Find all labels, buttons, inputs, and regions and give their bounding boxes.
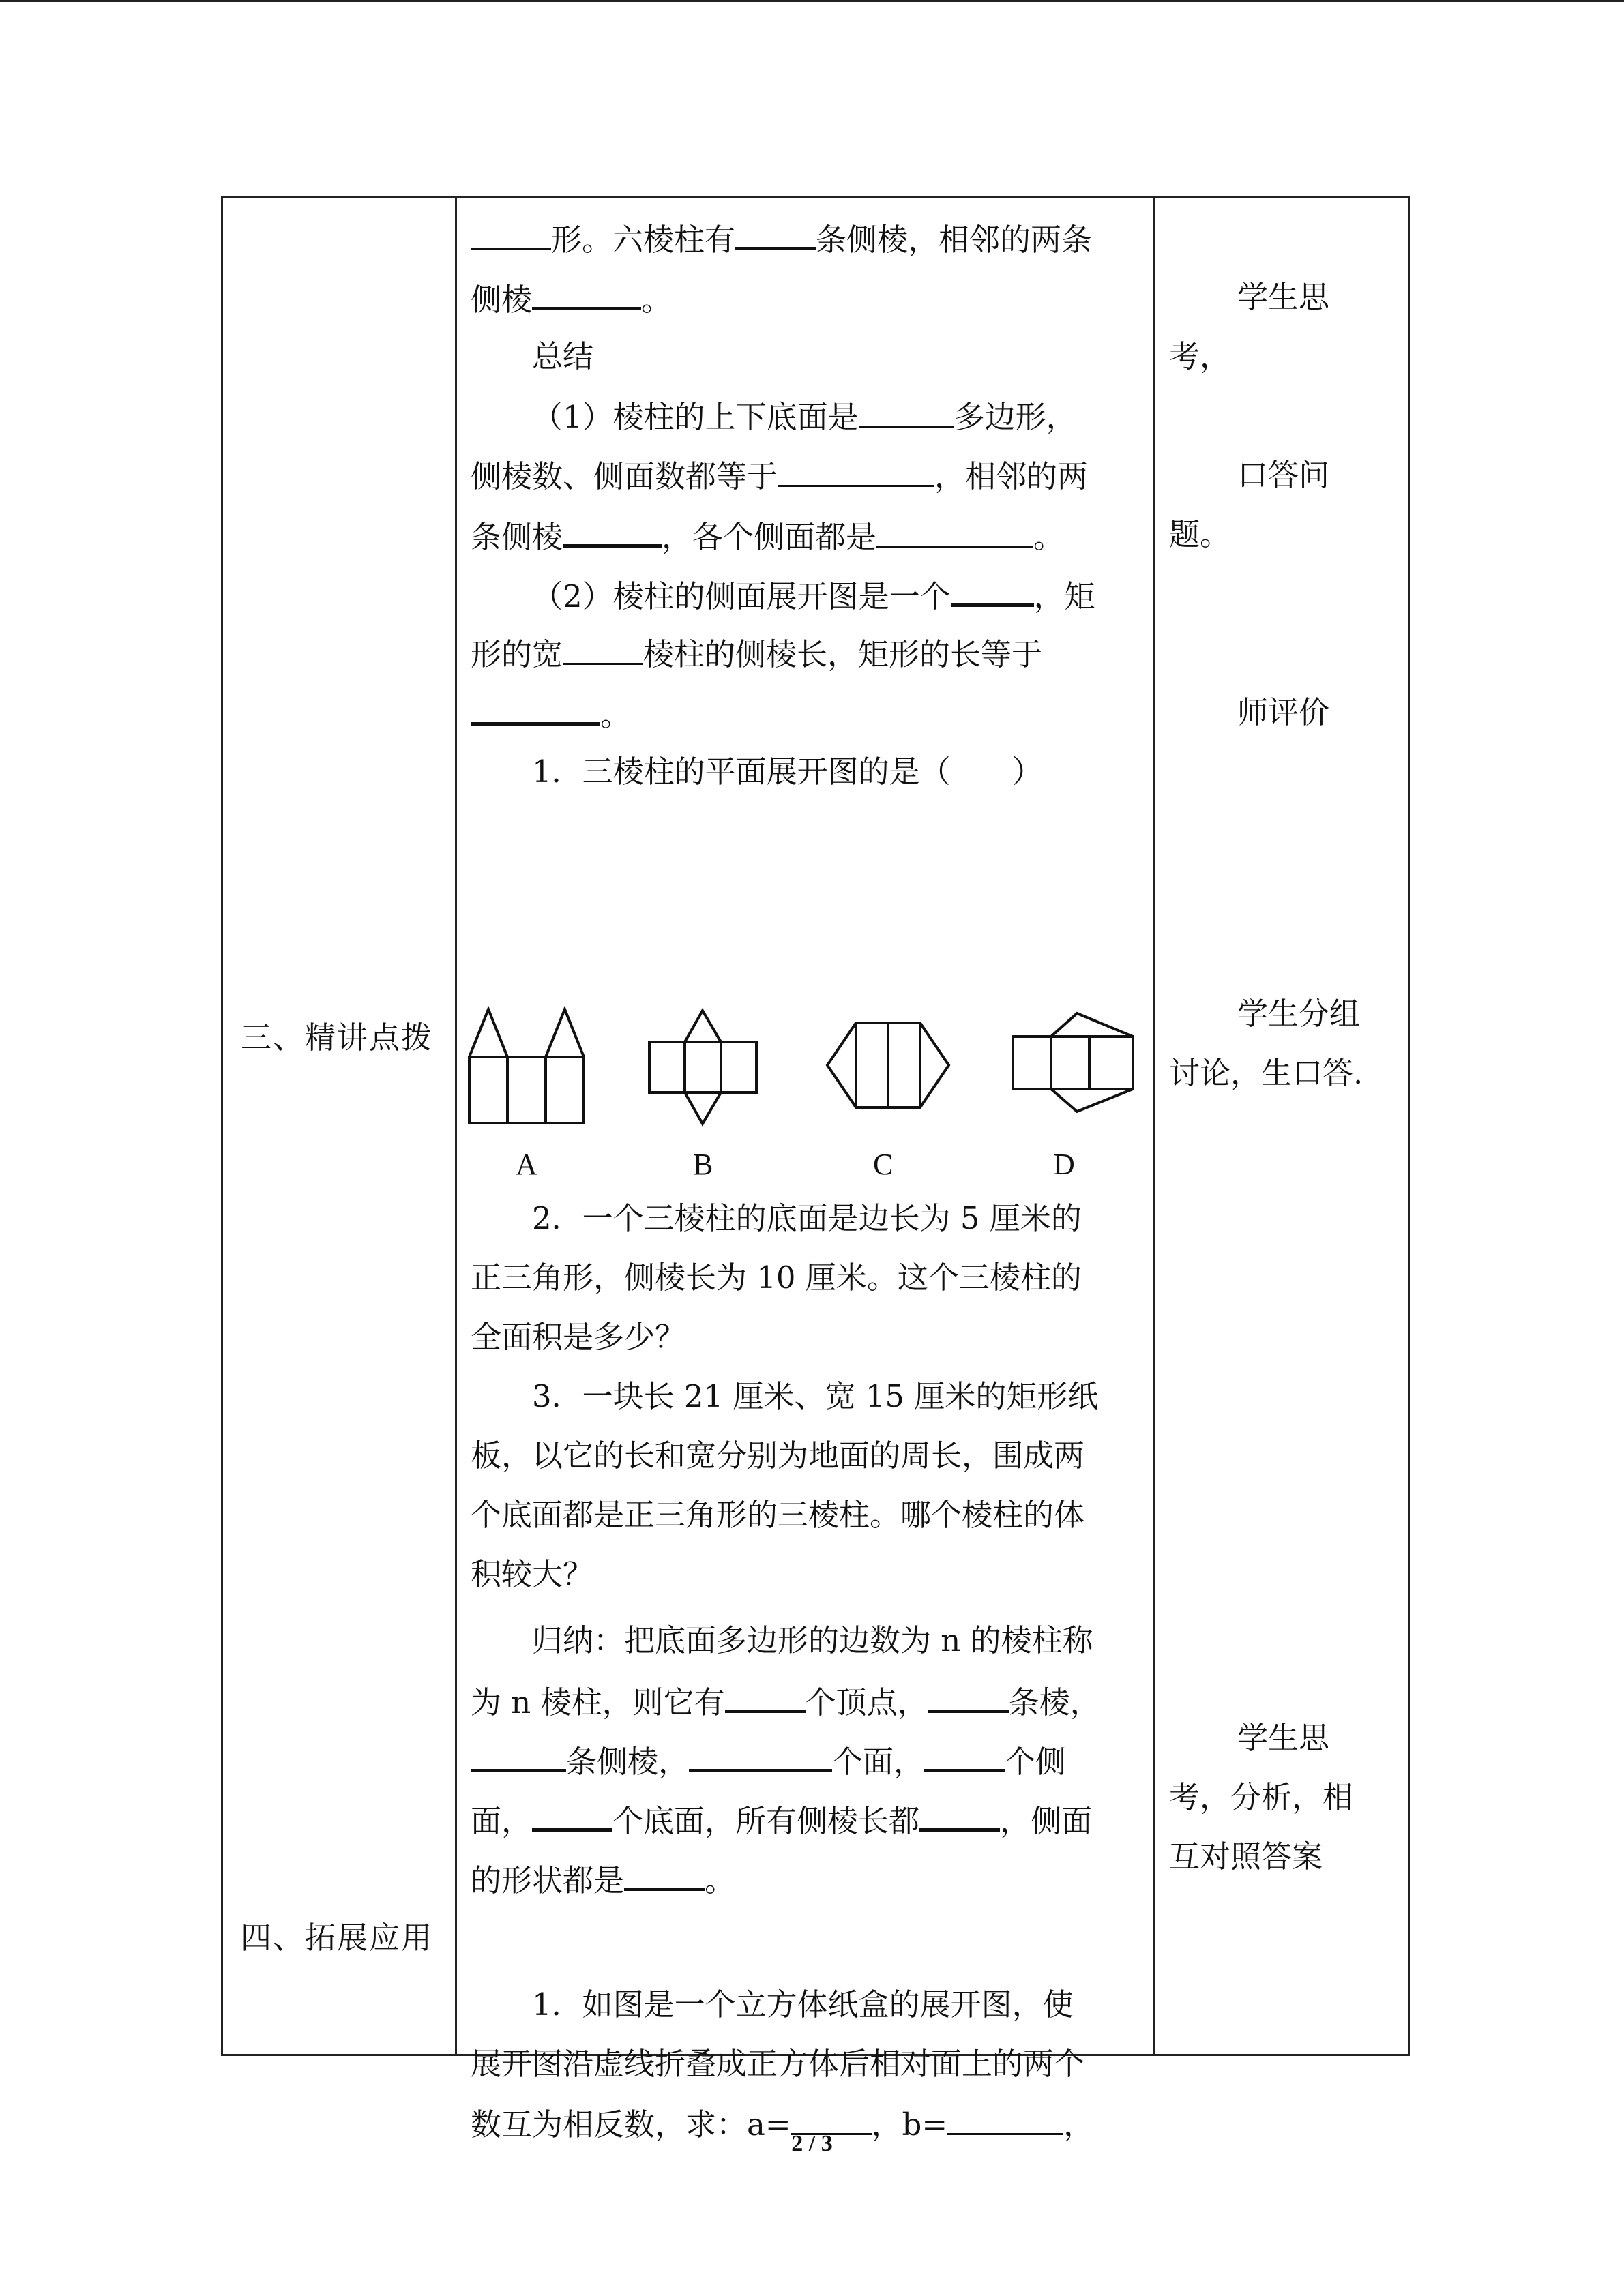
text-line: （2）棱柱的侧面展开图是一个 ，矩 bbox=[532, 573, 1095, 617]
activity-text: 学生分组 bbox=[1237, 996, 1361, 1032]
question-3-line: 3．一块长 21 厘米、宽 15 厘米的矩形纸 bbox=[532, 1378, 1099, 1414]
text-line: 形的宽 棱柱的侧棱长，矩形的长等于 bbox=[471, 633, 1042, 675]
text-line: 侧棱 。 bbox=[471, 277, 672, 320]
net-option-a-drawing bbox=[465, 1002, 588, 1132]
question-1: 1．三棱柱的平面展开图的是（ ） bbox=[532, 754, 1043, 790]
activity-text: 讨论，生口答. bbox=[1169, 1055, 1363, 1091]
net-options-figure bbox=[465, 1002, 1147, 1187]
text-line: 条侧棱 ，各个侧面都是 。 bbox=[471, 514, 1064, 558]
activity-text: 口答问 bbox=[1237, 457, 1330, 493]
fill-blank bbox=[919, 1798, 1000, 1832]
stage-refine-label: 三、精讲点拨 bbox=[241, 1019, 434, 1056]
fill-blank bbox=[689, 1739, 832, 1772]
fill-blank bbox=[563, 514, 662, 548]
conclusion-line: 面， 个底面，所有侧棱长都 ，侧面 bbox=[471, 1798, 1092, 1842]
fill-blank bbox=[947, 2103, 1063, 2135]
fill-blank bbox=[735, 217, 816, 250]
fill-blank bbox=[532, 277, 641, 310]
summary-heading: 总结 bbox=[532, 338, 594, 374]
activity-column bbox=[1155, 197, 1409, 2055]
question-3-line: 个底面都是正三角形的三棱柱。哪个棱柱的体 bbox=[471, 1497, 1085, 1533]
fill-blank bbox=[471, 218, 551, 250]
option-b-label: B bbox=[693, 1148, 713, 1181]
activity-text: 互对照答案 bbox=[1169, 1838, 1323, 1875]
question-2-line: 2．一个三棱柱的底面是边长为 5 厘米的 bbox=[532, 1200, 1082, 1236]
conclusion-line: 为 n 棱柱，则它有 个顶点， 条棱， bbox=[471, 1680, 1101, 1723]
fill-blank bbox=[624, 1858, 705, 1891]
question-2-line: 全面积是多少？ bbox=[471, 1319, 686, 1355]
conclusion-line: 归纳：把底面多边形的边数为 n 的棱柱称 bbox=[532, 1622, 1093, 1658]
fill-blank bbox=[859, 396, 954, 428]
option-d-label: D bbox=[1053, 1148, 1075, 1181]
question-3-line: 板，以它的长和宽分别为地面的周长，围成两 bbox=[471, 1437, 1085, 1474]
stage-column bbox=[222, 197, 456, 2055]
fill-blank bbox=[928, 1680, 1009, 1713]
activity-text: 学生思 bbox=[1237, 1720, 1330, 1756]
fill-blank bbox=[471, 1739, 566, 1772]
fill-blank bbox=[791, 2103, 872, 2135]
fill-blank bbox=[471, 692, 600, 726]
text-line: 侧棱数、侧面数都等于 ，相邻的两 bbox=[471, 455, 1088, 497]
net-option-c-drawing bbox=[823, 1002, 953, 1132]
text-line: （1）棱柱的上下底面是 多边形， bbox=[532, 396, 1077, 438]
fill-blank bbox=[532, 1798, 612, 1832]
activity-text: 师评价 bbox=[1237, 694, 1330, 730]
option-c-label: C bbox=[873, 1148, 894, 1181]
lesson-plan-table bbox=[221, 196, 1410, 2143]
fill-blank bbox=[951, 573, 1034, 607]
top-border-line bbox=[0, 0, 1624, 2]
question-2-line: 正三角形，侧棱长为 10 厘米。这个三棱柱的 bbox=[471, 1259, 1082, 1296]
extension-question-line: 1．如图是一个立方体纸盒的展开图，使 bbox=[532, 1986, 1074, 2023]
fill-blank bbox=[725, 1680, 806, 1713]
activity-text: 题。 bbox=[1169, 516, 1231, 552]
text-line: 。 bbox=[471, 692, 631, 736]
net-option-d-drawing bbox=[1007, 1002, 1137, 1132]
conclusion-line: 条侧棱， 个面， 个侧 bbox=[471, 1739, 1066, 1783]
conclusion-line: 的形状都是 。 bbox=[471, 1858, 735, 1901]
option-a-label: A bbox=[516, 1148, 537, 1181]
page-number: 2 / 3 bbox=[791, 2131, 833, 2156]
question-3-line: 积较大？ bbox=[471, 1556, 594, 1592]
fill-blank bbox=[924, 1739, 1005, 1772]
extension-question-line: 展开图沿虚线折叠成正方体后相对面上的两个 bbox=[471, 2046, 1085, 2082]
content-column bbox=[456, 197, 1155, 2143]
stage-apply-label: 四、拓展应用 bbox=[241, 1920, 434, 1956]
activity-text: 考， bbox=[1169, 338, 1231, 374]
extension-question-line: 数互为相反数，求：a= ，b= ， bbox=[471, 2103, 1094, 2145]
fill-blank bbox=[876, 516, 1033, 548]
text-line: 形。六棱柱有 条侧棱，相邻的两条 bbox=[471, 217, 1092, 260]
fill-blank bbox=[778, 455, 934, 487]
fill-blank bbox=[563, 633, 643, 665]
table-row bbox=[222, 197, 1409, 2055]
net-option-b-drawing bbox=[646, 1002, 762, 1132]
activity-text: 考，分析，相 bbox=[1169, 1779, 1354, 1815]
activity-text: 学生思 bbox=[1237, 279, 1330, 315]
